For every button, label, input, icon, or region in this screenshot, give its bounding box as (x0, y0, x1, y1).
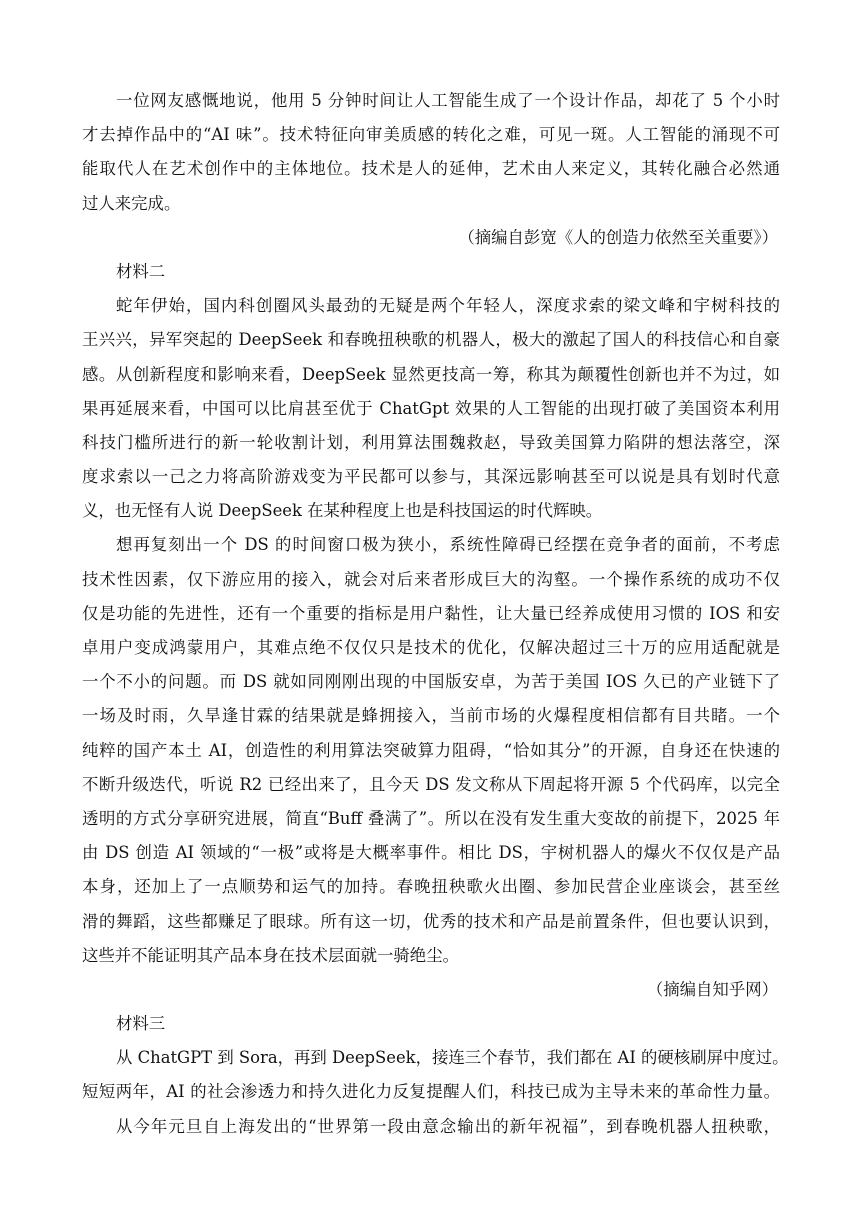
paragraph (82, 528, 780, 972)
text-line: 透明的方式分享研究进展，简直“Buff 叠满了”。所以在没有发生重大变故的前提下，2025 年 (82, 808, 780, 828)
text-line: 一场及时雨，久旱逢甘霖的结果就是蜂拥接入，当前市场的火爆程度相信都有目共睹。一个 (82, 706, 780, 726)
text-line: 这些并不能证明其产品本身在技术层面就一骑绝尘。 (82, 945, 459, 965)
text-line: 王兴兴，异军突起的 DeepSeek 和春晚扭秧歌的机器人，极大的激起了国人的科技信心和自豪 (82, 330, 780, 350)
document-page (82, 84, 789, 1144)
text-line: 从 ChatGPT 到 Sora，再到 DeepSeek，接连三个春节，我们都在 AI 的硬核刷屏中度过。 (116, 1048, 789, 1068)
text-line: 从今年元旦自上海发出的“世界第一段由意念输出的新年祝福”，到春晚机器人扭秧歌， (116, 1116, 780, 1136)
text-line: 仅是功能的先进性，还有一个重要的指标是用户黏性，让大量已经养成使用习惯的 IOS 和安 (82, 603, 780, 623)
text-line: 滑的舞蹈，这些都赚足了眼球。所有这一切，优秀的技术和产品是前置条件，但也要认识到， (82, 911, 780, 931)
text-line: 想再复刻出一个 DS 的时间窗口极为狭小，系统性障碍已经摆在竞争者的面前，不考虑 (116, 535, 780, 555)
text-line: 一位网友感慨地说，他用 5 分钟时间让人工智能生成了一个设计作品，却花了 5 个小时 (116, 91, 780, 110)
section-heading: 材料二 (116, 261, 166, 281)
source-citation: （摘编自彭宽《人的创造力依然至关重要》） (458, 227, 778, 247)
text-line: 科技门槛所进行的新一轮收割计划，利用算法围魏救赵，导致美国算力陷阱的想法落空，深 (82, 432, 780, 452)
text-line: 能取代人在艺术创作中的主体地位。技术是人的延伸，艺术由人来定义，其转化融合必然通 (82, 159, 780, 179)
text-line: 短短两年，AI 的社会渗透力和持久进化力反复提醒人们，科技已成为主导未来的革命性力量。 (82, 1082, 780, 1102)
text-line: 本身，还加上了一点顺势和运气的加持。春晚扭秧歌火出圈、参加民营企业座谈会，甚至丝 (82, 877, 780, 897)
text-line: 不断升级迭代，听说 R2 已经出来了，且今天 DS 发文称从下周起将开源 5 个代码库，以完全 (82, 774, 780, 794)
paragraph (82, 1110, 780, 1144)
paragraph (82, 289, 780, 528)
source-citation: （摘编自知乎网） (646, 979, 778, 999)
material-two (82, 255, 780, 1007)
text-line: 技术性因素，仅下游应用的接入，就会对后来者形成巨大的沟壑。一个操作系统的成功不仅 (82, 569, 780, 589)
text-line: 义，也无怪有人说 DeepSeek 在某种程度上也是科技国运的时代辉映。 (82, 501, 603, 521)
text-line: 一个不小的问题。而 DS 就如同刚刚出现的中国版安卓，为苦于美国 IOS 久已的产业链下了 (82, 672, 780, 692)
text-line: 果再延展来看，中国可以比肩甚至优于 ChatGpt 效果的人工智能的出现打破了美国资本利用 (82, 398, 780, 418)
text-line: 纯粹的国产本土 AI，创造性的利用算法突破算力阻碍，“恰如其分”的开源，自身还在快速的 (82, 740, 780, 760)
text-line: 蛇年伊始，国内科创圈风头最劲的无疑是两个年轻人，深度求索的梁文峰和宇树科技的 (116, 296, 780, 316)
text-line: 感。从创新程度和影响来看，DeepSeek 显然更技高一筹，称其为颠覆性创新也并不为过，如 (82, 364, 780, 384)
material-one-tail (82, 84, 780, 255)
text-line: 才去掉作品中的“AI 味”。技术特征向审美质感的转化之难，可见一斑。人工智能的涌现不可 (82, 125, 780, 145)
text-line: 过人来完成。 (82, 193, 181, 213)
text-line: 度求索以一己之力将高阶游戏变为平民都可以参与，其深远影响甚至可以说是具有划时代意 (82, 467, 780, 487)
text-line: 由 DS 创造 AI 领域的“一极”或将是大概率事件。相比 DS，宇树机器人的爆火不仅仅是产品 (82, 843, 780, 863)
material-three (82, 1007, 789, 1144)
section-heading: 材料三 (116, 1014, 166, 1034)
paragraph (82, 1041, 789, 1109)
text-line: 卓用户变成鸿蒙用户，其难点绝不仅仅只是技术的优化，仅解决超过三十万的应用适配就是 (82, 638, 780, 657)
